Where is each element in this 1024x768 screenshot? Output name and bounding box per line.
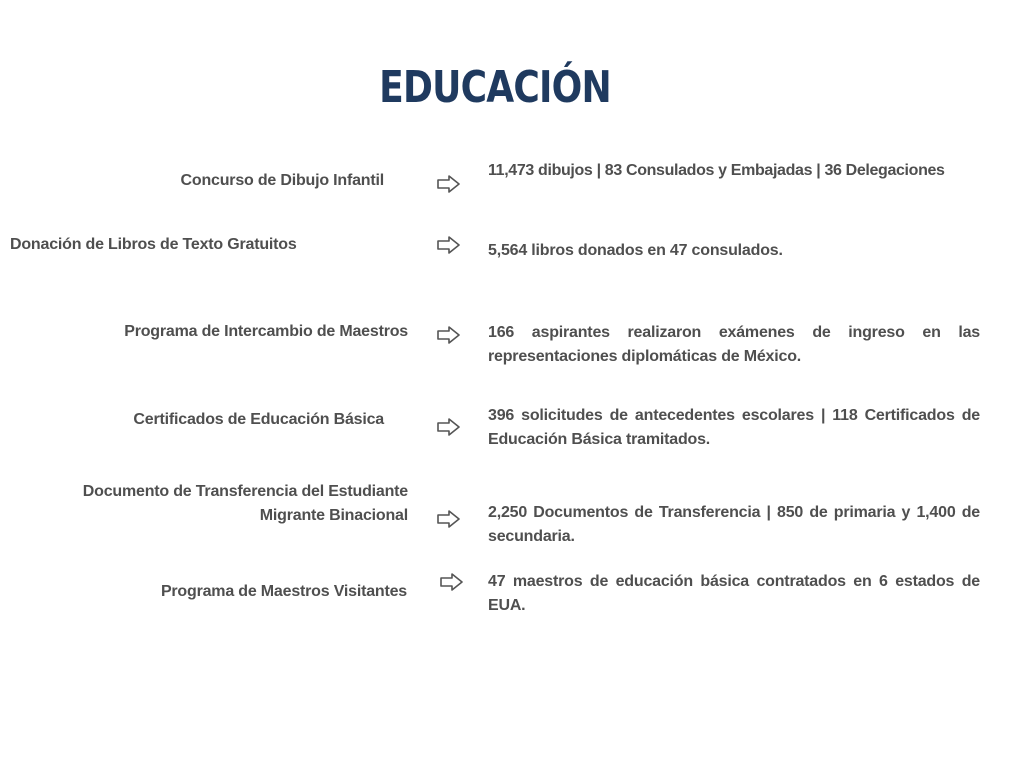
item-label-documento-transferencia-line1: Documento de Transferencia del Estudiante	[82, 483, 408, 500]
item-description-documento-transferencia: 2,250 Documentos de Transferencia | 850 de primaria y 1,400 de secundaria.	[488, 504, 980, 545]
right-arrow-icon	[437, 175, 461, 193]
item-label-donacion-libros: Donación de Libros de Texto Gratuitos	[10, 236, 297, 253]
item-label-documento-transferencia-line2: Migrante Binacional	[259, 507, 408, 524]
slide-title: EDUCACIÓN	[379, 62, 611, 113]
item-label-maestros-visitantes: Programa de Maestros Visitantes	[160, 583, 407, 600]
right-arrow-icon	[437, 236, 461, 254]
item-label-intercambio-maestros: Programa de Intercambio de Maestros	[124, 323, 408, 340]
right-arrow-icon	[440, 573, 464, 591]
item-description-certificados-educacion: 396 solicitudes de antecedentes escolares | 118 Certificados de Educación Básica tramitados.	[488, 407, 980, 448]
item-description-donacion-libros: 5,564 libros donados en 47 consulados.	[488, 242, 783, 259]
right-arrow-icon	[437, 510, 461, 528]
item-description-intercambio-maestros: 166 aspirantes realizaron exámenes de ingreso en las representaciones diplomáticas de México.	[488, 324, 980, 365]
item-description-maestros-visitantes: 47 maestros de educación básica contratados en 6 estados de EUA.	[488, 573, 980, 614]
item-description-concurso-dibujo: 11,473 dibujos | 83 Consulados y Embajadas | 36 Delegaciones	[488, 162, 945, 179]
item-label-concurso-dibujo: Concurso de Dibujo Infantil	[180, 172, 384, 189]
item-label-documento-transferencia	[40, 480, 408, 528]
right-arrow-icon	[437, 326, 461, 344]
item-label-certificados-educacion: Certificados de Educación Básica	[133, 411, 384, 428]
right-arrow-icon	[437, 418, 461, 436]
